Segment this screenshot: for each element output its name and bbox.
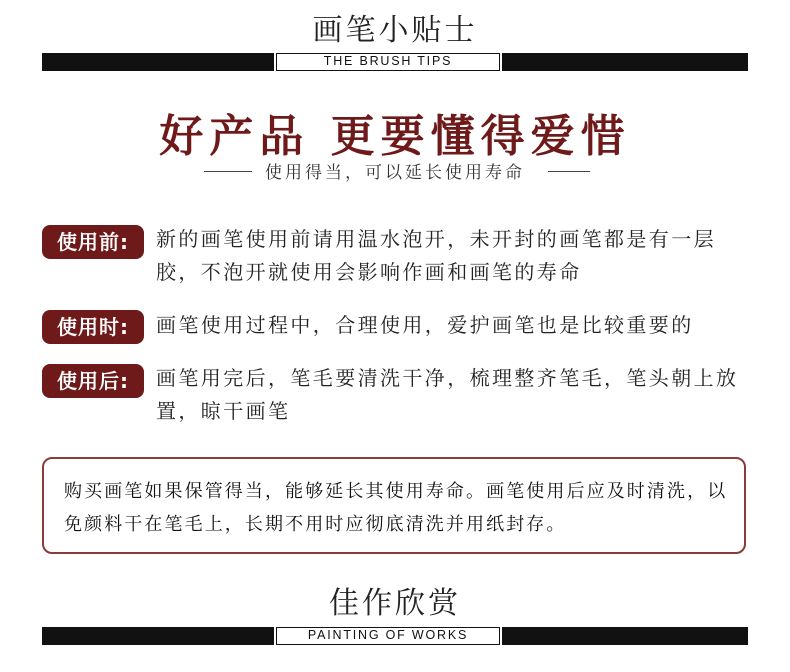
headline: 好产品 更要懂得爱惜 <box>159 111 631 162</box>
tip-text-during: 画笔使用过程中，合理使用，爱护画笔也是比较重要的 <box>156 313 694 337</box>
care-note-text: 购买画笔如果保管得当，能够延长其使用寿命。画笔使用后应及时清洗，以免颜料干在笔毛上，长期不用时应彻底清洗并用纸封存。 <box>64 481 728 535</box>
tip-text-after: 画笔用完后，笔毛要清洗干净，梳理整齐笔毛，笔头朝上放置，晾干画笔 <box>156 366 739 423</box>
tip-badge-after: 使用后: <box>42 364 144 398</box>
tip-text-before: 新的画笔使用前请用温水泡开，未开封的画笔都是有一层胶，不泡开就使用会影响作画和画笔的寿命 <box>156 227 716 284</box>
tip-badge-during: 使用时: <box>42 310 144 344</box>
section-title-brush-tips: 画笔小贴士 <box>312 13 478 48</box>
header-bar-left <box>42 53 274 71</box>
subtitle-line-right <box>548 171 590 172</box>
section-label-brush-tips: THE BRUSH TIPS <box>276 53 500 71</box>
subtitle: 使用得当，可以延长使用寿命 <box>265 163 525 183</box>
works-bar-right <box>502 627 748 645</box>
section-label-works: PAINTING OF WORKS <box>276 627 500 645</box>
section-title-works: 佳作欣赏 <box>329 586 461 621</box>
header-bar-right <box>502 53 748 71</box>
tip-badge-before: 使用前: <box>42 225 144 259</box>
care-note-box <box>42 457 746 554</box>
works-bar-left <box>42 627 274 645</box>
